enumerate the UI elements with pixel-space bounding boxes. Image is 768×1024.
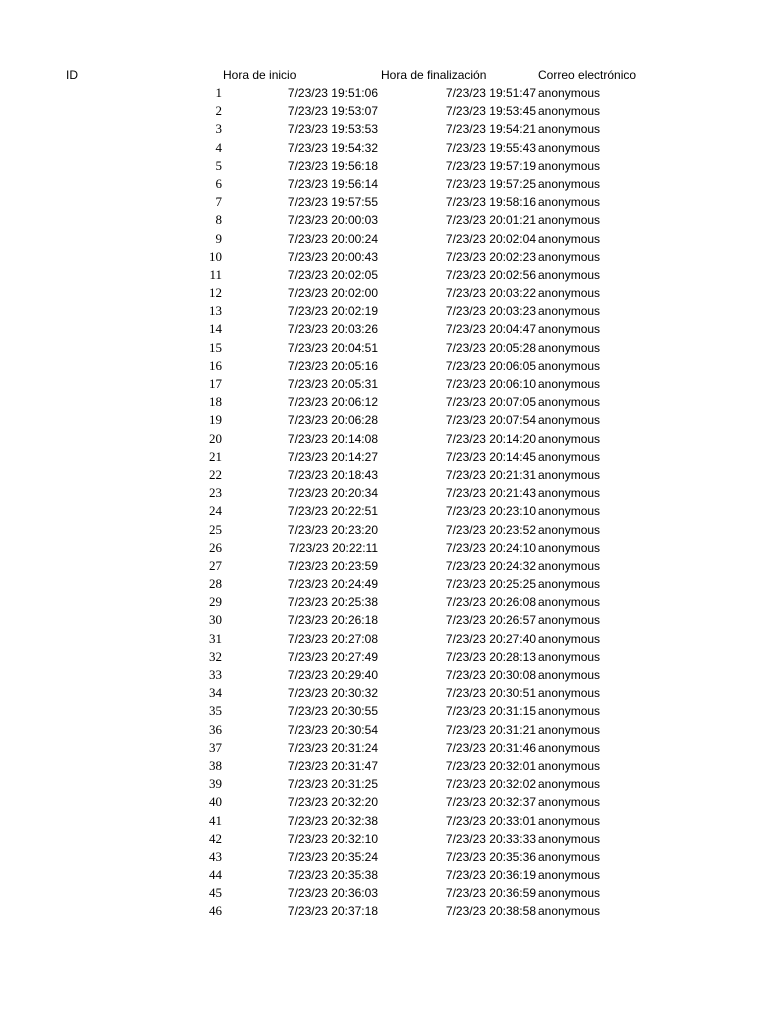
cell-start-time: 7/23/23 20:36:03 <box>287 886 378 901</box>
cell-end-time: 7/23/23 20:31:21 <box>445 722 536 737</box>
cell-email: anonymous <box>538 795 601 810</box>
table-row <box>0 539 768 557</box>
table-row <box>0 848 768 866</box>
cell-start-time: 7/23/23 19:53:07 <box>287 104 378 119</box>
cell-end-time: 7/23/23 20:32:01 <box>445 758 536 773</box>
cell-start-time: 7/23/23 19:56:18 <box>287 158 378 173</box>
cell-end-time: 7/23/23 20:35:36 <box>445 849 536 864</box>
cell-end-time: 7/23/23 20:32:37 <box>445 795 536 810</box>
cell-start-time: 7/23/23 20:26:18 <box>287 613 378 628</box>
table-row <box>0 666 768 684</box>
table-row <box>0 484 768 502</box>
cell-id: 37 <box>209 739 222 755</box>
cell-id: 27 <box>209 557 222 573</box>
cell-end-time: 7/23/23 20:36:19 <box>445 868 536 883</box>
cell-email: anonymous <box>538 322 601 337</box>
cell-id: 11 <box>209 266 222 282</box>
cell-end-time: 7/23/23 20:38:58 <box>445 904 536 919</box>
table-row <box>0 230 768 248</box>
cell-id: 15 <box>209 339 222 355</box>
cell-end-time: 7/23/23 20:28:13 <box>445 649 536 664</box>
header-email: Correo electrónico <box>538 68 637 82</box>
cell-end-time: 7/23/23 20:21:31 <box>445 467 536 482</box>
cell-start-time: 7/23/23 19:54:32 <box>287 140 378 155</box>
cell-end-time: 7/23/23 20:26:08 <box>445 595 536 610</box>
table-body <box>0 84 768 921</box>
cell-end-time: 7/23/23 20:04:47 <box>445 322 536 337</box>
cell-email: anonymous <box>538 613 601 628</box>
cell-email: anonymous <box>538 504 601 519</box>
cell-id: 39 <box>209 776 222 792</box>
cell-email: anonymous <box>538 158 601 173</box>
cell-end-time: 7/23/23 20:07:54 <box>445 413 536 428</box>
table-row <box>0 120 768 138</box>
table-row <box>0 248 768 266</box>
cell-start-time: 7/23/23 20:35:24 <box>287 849 378 864</box>
cell-email: anonymous <box>538 758 601 773</box>
cell-end-time: 7/23/23 19:51:47 <box>445 86 536 100</box>
cell-email: anonymous <box>538 722 601 737</box>
cell-end-time: 7/23/23 20:31:46 <box>445 740 536 755</box>
cell-email: anonymous <box>538 431 601 446</box>
cell-start-time: 7/23/23 20:14:27 <box>287 449 378 464</box>
cell-end-time: 7/23/23 20:23:52 <box>445 522 536 537</box>
cell-id: 19 <box>209 412 222 428</box>
cell-end-time: 7/23/23 20:14:45 <box>445 449 536 464</box>
table-row <box>0 757 768 775</box>
cell-email: anonymous <box>538 249 601 264</box>
cell-id: 17 <box>209 376 222 391</box>
cell-start-time: 7/23/23 20:02:05 <box>287 267 378 282</box>
cell-end-time: 7/23/23 20:02:56 <box>445 267 536 282</box>
cell-end-time: 7/23/23 19:57:19 <box>445 158 536 173</box>
cell-email: anonymous <box>538 522 601 537</box>
table-row <box>0 448 768 466</box>
cell-id: 36 <box>209 721 222 737</box>
cell-id: 22 <box>209 466 222 482</box>
cell-end-time: 7/23/23 20:33:33 <box>445 831 536 846</box>
cell-end-time: 7/23/23 20:07:05 <box>445 395 536 410</box>
cell-start-time: 7/23/23 19:56:14 <box>287 176 378 191</box>
table-row <box>0 357 768 375</box>
cell-id: 9 <box>215 230 222 246</box>
table-row <box>0 611 768 629</box>
cell-start-time: 7/23/23 20:02:00 <box>287 286 378 301</box>
cell-end-time: 7/23/23 20:01:21 <box>445 213 536 228</box>
cell-email: anonymous <box>538 595 601 610</box>
table-row <box>0 739 768 757</box>
cell-id: 23 <box>209 485 222 501</box>
cell-start-time: 7/23/23 20:30:55 <box>287 704 378 719</box>
cell-end-time: 7/23/23 20:21:43 <box>445 486 536 501</box>
cell-start-time: 7/23/23 20:03:26 <box>287 322 378 337</box>
cell-end-time: 7/23/23 20:03:22 <box>445 286 536 301</box>
table-row <box>0 684 768 702</box>
cell-end-time: 7/23/23 20:03:23 <box>445 304 536 319</box>
table-row <box>0 302 768 320</box>
cell-email: anonymous <box>538 395 601 410</box>
cell-start-time: 7/23/23 20:27:08 <box>287 631 378 646</box>
cell-end-time: 7/23/23 20:24:32 <box>445 558 536 573</box>
table-row <box>0 339 768 357</box>
cell-end-time: 7/23/23 20:06:05 <box>445 358 536 373</box>
table-row <box>0 902 768 920</box>
cell-email: anonymous <box>538 286 601 301</box>
cell-start-time: 7/23/23 20:04:51 <box>287 340 378 355</box>
cell-email: anonymous <box>538 104 601 119</box>
cell-id: 4 <box>215 139 222 155</box>
cell-end-time: 7/23/23 19:58:16 <box>445 195 536 210</box>
cell-id: 1 <box>215 85 222 100</box>
cell-id: 6 <box>215 175 222 191</box>
cell-email: anonymous <box>538 577 601 592</box>
cell-email: anonymous <box>538 467 601 482</box>
cell-start-time: 7/23/23 20:05:31 <box>287 377 378 391</box>
table-row <box>0 393 768 411</box>
cell-start-time: 7/23/23 20:14:08 <box>287 431 378 446</box>
cell-id: 8 <box>215 212 222 228</box>
cell-start-time: 7/23/23 20:37:18 <box>287 904 378 919</box>
cell-email: anonymous <box>538 831 601 846</box>
cell-end-time: 7/23/23 20:02:23 <box>445 249 536 264</box>
cell-start-time: 7/23/23 20:32:10 <box>287 831 378 846</box>
cell-start-time: 7/23/23 20:00:03 <box>287 213 378 228</box>
cell-end-time: 7/23/23 19:53:45 <box>445 104 536 119</box>
header-id: ID <box>66 68 78 82</box>
cell-start-time: 7/23/23 20:27:49 <box>287 649 378 664</box>
cell-start-time: 7/23/23 19:51:06 <box>287 86 378 100</box>
table-row <box>0 775 768 793</box>
cell-email: anonymous <box>538 904 601 919</box>
cell-id: 20 <box>209 430 222 446</box>
cell-start-time: 7/23/23 20:05:16 <box>287 358 378 373</box>
cell-start-time: 7/23/23 20:20:34 <box>287 486 378 501</box>
table-row <box>0 320 768 338</box>
header-start-time: Hora de inicio <box>223 68 297 82</box>
cell-email: anonymous <box>538 668 601 682</box>
cell-id: 28 <box>209 576 222 592</box>
cell-id: 13 <box>209 303 222 319</box>
table-row <box>0 430 768 448</box>
table-row <box>0 157 768 175</box>
cell-email: anonymous <box>538 740 601 755</box>
cell-id: 21 <box>209 448 222 464</box>
cell-id: 12 <box>209 285 222 301</box>
table-row <box>0 648 768 666</box>
cell-email: anonymous <box>538 213 601 228</box>
cell-end-time: 7/23/23 20:30:51 <box>445 686 536 701</box>
cell-email: anonymous <box>538 86 601 100</box>
cell-start-time: 7/23/23 20:24:49 <box>287 577 378 592</box>
cell-email: anonymous <box>538 377 601 391</box>
cell-start-time: 7/23/23 20:35:38 <box>287 868 378 883</box>
table-row <box>0 193 768 211</box>
cell-email: anonymous <box>538 140 601 155</box>
cell-id: 41 <box>209 812 222 828</box>
cell-email: anonymous <box>538 886 601 901</box>
cell-end-time: 7/23/23 20:25:25 <box>445 577 536 592</box>
cell-start-time: 7/23/23 20:31:24 <box>287 740 378 755</box>
cell-start-time: 7/23/23 20:06:28 <box>287 413 378 428</box>
cell-email: anonymous <box>538 704 601 719</box>
cell-end-time: 7/23/23 20:30:08 <box>445 668 536 682</box>
cell-email: anonymous <box>538 231 601 246</box>
cell-email: anonymous <box>538 540 601 555</box>
cell-end-time: 7/23/23 20:31:15 <box>445 704 536 719</box>
cell-start-time: 7/23/23 20:32:20 <box>287 795 378 810</box>
cell-start-time: 7/23/23 20:29:40 <box>287 668 378 682</box>
cell-end-time: 7/23/23 20:32:02 <box>445 777 536 792</box>
cell-email: anonymous <box>538 413 601 428</box>
cell-start-time: 7/23/23 20:22:11 <box>288 540 378 555</box>
cell-email: anonymous <box>538 340 601 355</box>
cell-id: 24 <box>209 503 222 519</box>
cell-id: 34 <box>209 685 222 701</box>
table-row <box>0 502 768 520</box>
cell-id: 43 <box>209 848 222 864</box>
header-end-time: Hora de finalización <box>381 68 487 82</box>
cell-id: 16 <box>209 357 222 373</box>
cell-email: anonymous <box>538 686 601 701</box>
table-row <box>0 411 768 429</box>
cell-email: anonymous <box>538 558 601 573</box>
table-row <box>0 375 768 393</box>
table-row <box>0 793 768 811</box>
cell-end-time: 7/23/23 20:02:04 <box>445 231 536 246</box>
cell-email: anonymous <box>538 813 601 828</box>
cell-end-time: 7/23/23 20:27:40 <box>445 631 536 646</box>
cell-end-time: 7/23/23 19:54:21 <box>445 122 536 137</box>
cell-email: anonymous <box>538 449 601 464</box>
cell-end-time: 7/23/23 20:14:20 <box>445 431 536 446</box>
table-row <box>0 812 768 830</box>
cell-id: 30 <box>209 612 222 628</box>
table-row <box>0 557 768 575</box>
cell-start-time: 7/23/23 20:23:20 <box>287 522 378 537</box>
cell-email: anonymous <box>538 267 601 282</box>
table-row <box>0 175 768 193</box>
cell-end-time: 7/23/23 20:06:10 <box>445 377 536 391</box>
cell-id: 18 <box>209 394 222 410</box>
cell-end-time: 7/23/23 20:24:10 <box>445 540 536 555</box>
cell-id: 46 <box>209 903 222 919</box>
cell-start-time: 7/23/23 19:53:53 <box>287 122 378 137</box>
cell-email: anonymous <box>538 176 601 191</box>
cell-email: anonymous <box>538 486 601 501</box>
table-row <box>0 866 768 884</box>
table-row <box>0 84 768 102</box>
cell-start-time: 7/23/23 20:18:43 <box>287 467 378 482</box>
cell-end-time: 7/23/23 20:05:28 <box>445 340 536 355</box>
cell-email: anonymous <box>538 849 601 864</box>
table-row <box>0 102 768 120</box>
cell-start-time: 7/23/23 20:32:38 <box>287 813 378 828</box>
cell-email: anonymous <box>538 195 601 210</box>
cell-id: 7 <box>215 194 222 210</box>
cell-start-time: 7/23/23 20:30:54 <box>287 722 378 737</box>
cell-start-time: 7/23/23 20:06:12 <box>287 395 378 410</box>
cell-id: 35 <box>209 703 222 719</box>
cell-email: anonymous <box>538 777 601 792</box>
cell-email: anonymous <box>538 631 601 646</box>
cell-email: anonymous <box>538 358 601 373</box>
cell-start-time: 7/23/23 20:23:59 <box>287 558 378 573</box>
cell-id: 3 <box>215 121 222 137</box>
cell-start-time: 7/23/23 20:30:32 <box>287 686 378 701</box>
table-row <box>0 593 768 611</box>
cell-start-time: 7/23/23 20:02:19 <box>287 304 378 319</box>
cell-end-time: 7/23/23 20:36:59 <box>445 886 536 901</box>
table-row <box>0 575 768 593</box>
table-row <box>0 266 768 284</box>
cell-id: 2 <box>215 103 222 119</box>
cell-end-time: 7/23/23 20:33:01 <box>445 813 536 828</box>
cell-id: 42 <box>209 830 222 846</box>
cell-end-time: 7/23/23 19:57:25 <box>445 176 536 191</box>
cell-id: 14 <box>209 321 222 337</box>
cell-end-time: 7/23/23 19:55:43 <box>445 140 536 155</box>
cell-id: 44 <box>209 867 222 883</box>
cell-email: anonymous <box>538 122 601 137</box>
cell-id: 45 <box>209 885 222 901</box>
cell-id: 5 <box>215 157 222 173</box>
table-row <box>0 630 768 648</box>
table-row <box>0 721 768 739</box>
cell-end-time: 7/23/23 20:23:10 <box>445 504 536 519</box>
cell-start-time: 7/23/23 20:00:43 <box>287 249 378 264</box>
cell-start-time: 7/23/23 19:57:55 <box>287 195 378 210</box>
cell-id: 25 <box>209 521 222 537</box>
cell-email: anonymous <box>538 868 601 883</box>
table-row <box>0 521 768 539</box>
table-row <box>0 139 768 157</box>
cell-id: 32 <box>209 648 222 664</box>
cell-id: 38 <box>209 757 222 773</box>
table-row <box>0 884 768 902</box>
cell-start-time: 7/23/23 20:31:25 <box>287 777 378 792</box>
cell-email: anonymous <box>538 304 601 319</box>
cell-id: 31 <box>209 630 222 646</box>
cell-id: 40 <box>209 794 222 810</box>
cell-email: anonymous <box>538 649 601 664</box>
cell-start-time: 7/23/23 20:00:24 <box>287 231 378 246</box>
cell-id: 33 <box>209 667 222 682</box>
cell-id: 26 <box>209 539 222 555</box>
cell-end-time: 7/23/23 20:26:57 <box>445 613 536 628</box>
table-row <box>0 284 768 302</box>
table-row <box>0 830 768 848</box>
cell-id: 29 <box>209 594 222 610</box>
cell-start-time: 7/23/23 20:31:47 <box>287 758 378 773</box>
cell-start-time: 7/23/23 20:25:38 <box>287 595 378 610</box>
cell-id: 10 <box>209 248 222 264</box>
cell-start-time: 7/23/23 20:22:51 <box>287 504 378 519</box>
table-row <box>0 466 768 484</box>
table-row <box>0 702 768 720</box>
table-row <box>0 211 768 229</box>
